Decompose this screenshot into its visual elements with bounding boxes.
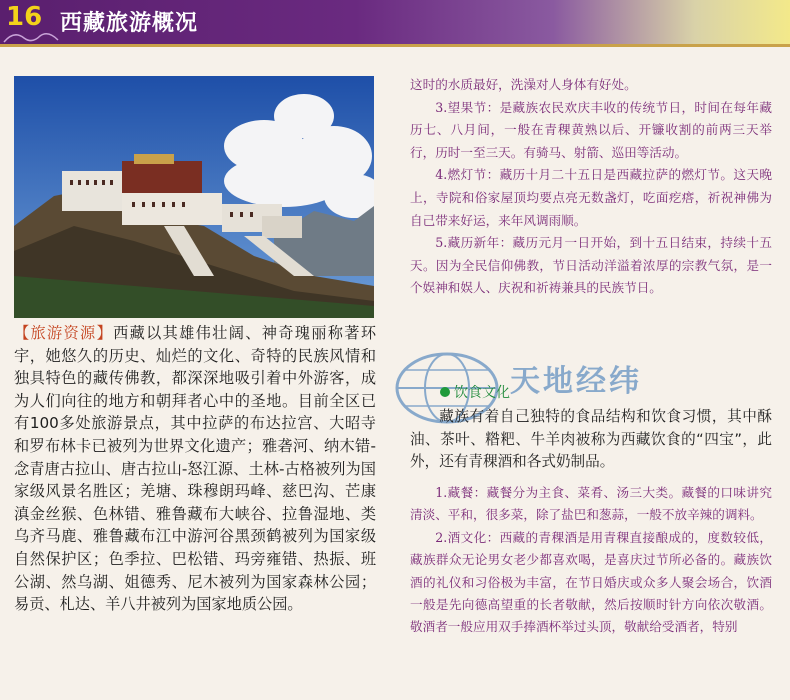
festival-paragraph-wangguo: 3.望果节：是藏族农民欢庆丰收的传统节日，时间在每年藏历七、八月间，一般在青稞黄熟以后、开镰收割的前两三天举行，历时一至三天。有骑马、射箭、巡田等活动。 — [410, 99, 772, 160]
header-divider — [0, 44, 790, 47]
page-number: 16 — [6, 2, 43, 32]
page-title: 西藏旅游概况 — [60, 11, 199, 36]
section-heading-food-culture — [440, 382, 510, 402]
section-tag: 【旅游资源】 — [14, 324, 114, 342]
bullet-dot-icon — [440, 387, 450, 397]
swirl-ornament-icon — [2, 30, 82, 44]
festival-paragraph-randeng: 4.燃灯节：藏历十月二十五日是西藏拉萨的燃灯节。这天晚上，寺院和俗家屋顶均要点亮无数盏灯，吃面疙瘩，祈祝神佛为自己带来好运，来年风调雨顺。 — [410, 167, 772, 228]
tibetan-cuisine-paragraph: 1.藏餐：藏餐分为主食、菜肴、汤三大类。藏餐的口味讲究清淡、平和，很多菜，除了盐巴和葱蒜，一般不放辛辣的调料。 — [410, 485, 772, 523]
potala-palace-photo — [14, 76, 374, 318]
section-heading-text: 饮食文化 — [454, 385, 510, 401]
festival-paragraph-continued: 这时的水质最好，洗澡对人身体有好处。 — [410, 77, 637, 92]
wine-culture-paragraph: 2.酒文化：西藏的青稞酒是用青稞直接酿成的，度数较低，藏族群众无论男女老少都喜欢喝，是喜庆过节所必备的。藏族饮酒的礼仪和习俗极为丰富，在节日婚庆或众多人聚会场合，饮酒一般是先向德高望重的长者敬献，然后按顺时针方向依次敬酒。敬酒者一般应用双手捧酒杯举过头顶，敬献给受酒者，特别 — [410, 529, 772, 635]
tourism-resources-body: 西藏以其雄伟壮阔、神奇瑰丽称著环宇，她悠久的历史、灿烂的文化、奇特的民族风情和独具特色的藏传佛教，都深深地吸引着中外游客，成为人们向往的地方和朝拜者心中的圣地。目前全区已有100多处旅游景点，其中拉萨的布达拉宫、大昭寺和罗布林卡已被列为世界文化遗产；雅砻河、纳木错-念青唐古拉山、唐古拉山-怒江源、土林-古格被列为国家级风景名胜区；羌塘、珠穆朗玛峰、慈巴沟、芒康滇金丝猴、色林错、雅鲁藏布大峡谷、拉鲁湿地、类乌齐马鹿、雅鲁藏布江中游河谷黑颈鹤被列为国家级自然保护区；色季拉、巴松错、玛旁雍错、热振、班公湖、然乌湖、姐德秀、尼木被列为国家森林公园；易贡、札达、羊八井被列为国家地质公园。 — [14, 324, 377, 614]
food-culture-details — [410, 482, 772, 639]
festivals-column — [410, 74, 772, 300]
tourism-resources-text — [14, 322, 376, 616]
watermark-text: 天地经纬 — [510, 364, 642, 399]
food-culture-intro: 藏族有着自己独特的食品结构和饮食习惯，其中酥油、茶叶、糌粑、牛羊肉被称为西藏饮食的“四宝”，此外，还有青稞酒和各式奶制品。 — [410, 408, 772, 471]
festival-paragraph-new-year: 5.藏历新年：藏历元月一日开始，到十五日结束，持续十五天。因为全民信仰佛教，节日活动洋溢着浓厚的宗教气氛，是一个娱神和娱人、庆祝和祈祷兼具的民族节日。 — [410, 235, 772, 296]
page-header — [0, 0, 790, 44]
